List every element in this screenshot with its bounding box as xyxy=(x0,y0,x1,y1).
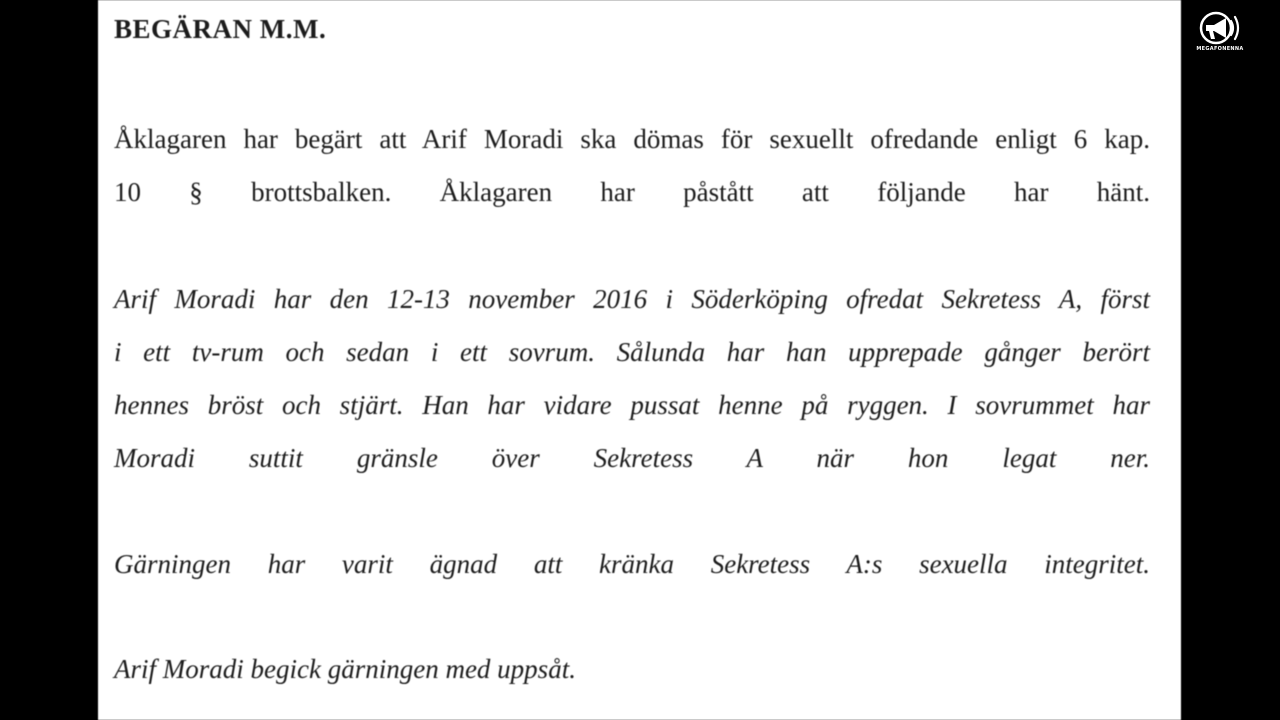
logo-text: MEGAFONENNA xyxy=(1196,46,1244,52)
paragraph-allegation xyxy=(114,273,1150,485)
paragraph-line: Arif Moradi har den 12-13 november 2016 i Söderköping ofredat Sekretess A, först xyxy=(114,284,1150,314)
paragraph-charge xyxy=(114,113,1150,219)
document-page xyxy=(98,0,1181,720)
paragraph-line: Åklagaren har begärt att Arif Moradi ska dömas för sexuellt ofredande enligt 6 kap. xyxy=(114,124,1150,154)
paragraph-line: i ett tv-rum och sedan i ett sovrum. Sålunda har han upprepade gånger berört xyxy=(114,337,1150,367)
paragraph-line: hennes bröst och stjärt. Han har vidare pussat henne på ryggen. I sovrummet har xyxy=(114,390,1150,420)
paragraph-line: Moradi suttit gränsle över Sekretess A när hon legat ner. xyxy=(114,443,1150,473)
document-heading: BEGÄRAN M.M. xyxy=(114,14,327,44)
paragraph-line: Arif Moradi begick gärningen med uppsåt. xyxy=(114,654,576,684)
paragraph-intent xyxy=(114,643,1150,696)
paragraph-line: 10 § brottsbalken. Åklagaren har påstått att följande har hänt. xyxy=(114,177,1150,207)
paragraph-line: Gärningen har varit ägnad att kränka Sekretess A:s sexuella integritet. xyxy=(114,549,1150,579)
paragraph-integrity xyxy=(114,538,1150,591)
